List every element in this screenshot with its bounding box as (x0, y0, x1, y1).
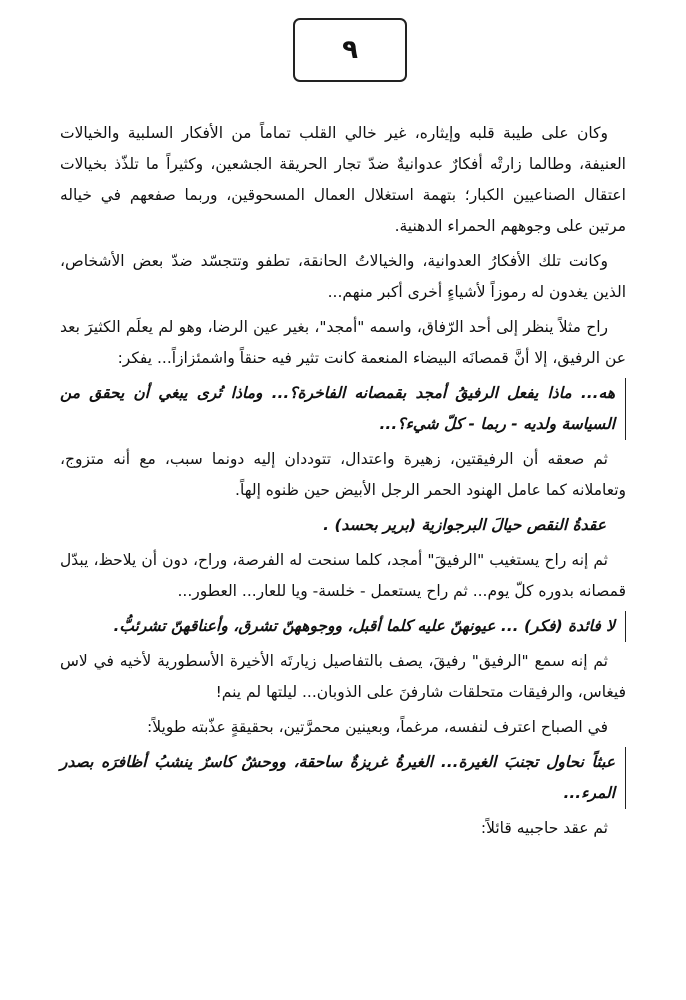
paragraph: ثم إنه راح يستغيب "الرفيقَ" أمجد، كلما سنحت له الفرصة، وراح، دون أن يلاحظ، يبدّل قمصانه بدوره كلّ يوم... ثم راح يستعمل - خلسة- ويا للعار... العطور... (60, 551, 626, 600)
paragraph: وكانت تلك الأفكارُ العدوانية، والخيالاتُ الحانقة، تطفو وتتجسّد ضدّ بعض الأشخاص، الذين يغدون له رموزاً لأشياءٍ أخرى أكبر منهم... (60, 252, 626, 301)
inner-thought-quote: لا فائدة (فكر) ... عيونهنّ عليه كلما أقبل، ووجوههنّ تشرق، وأعناقهنّ تشرئبُّ. (60, 611, 626, 642)
paragraph: راح مثلاً ينظر إلى أحد الرّفاق، واسمه "أمجد"، بغير عين الرضا، وهو لم يعلَم الكثيرَ بعد عن الرفيق، إلا أنَّ قمصانَه البيضاء المنعمة كانت تثير فيه حنقاً واشمئزازاً... يفكر: (60, 318, 626, 367)
paragraph: وكان على طيبة قلبه وإيثاره، غير خالي القلب تماماً من الأفكار السلبية والخيالات العنيفة، وطالما زارتْه أفكارٌ عدوانيةٌ ضدّ تجار الحريقة الجشعين، وكثيراً ما تلذّذ بخيالات اعتقال الصناعيين الكبار؛ بتهمة استغلال العمال المسحوقين، وربما صفعهم في خياله مرتين على وجوههم الحمراء الدهنية. (60, 124, 626, 235)
paragraph: ثم إنه سمع "الرفيق" رفيقَ، يصف بالتفاصيل زيارتَه الأخيرة الأسطورية لأخيه في لاس فيغاس، والرفيقات متحلقات شارفنَ على الذوبان... ليلتها لم ينم! (60, 652, 626, 701)
inner-thought-quote: عقدةُ النقص حيالَ البرجوازية (برير بحسد) . (323, 516, 606, 534)
inner-thought-quote: عبثاً نحاول تجنبَ الغيرة... الغيرةُ غريزةٌ ساحقة، ووحشٌ كاسرٌ ينشبُ أظافرَه بصدر المرء... (60, 747, 626, 809)
page-body (60, 118, 626, 848)
paragraph: ثم صعقه أن الرفيقتين، زهيرة واعتدال، تتوددان إليه دونما سبب، مع أنه متزوج، وتعاملانه كما عامل الهنود الحمر الرجل الأبيض حين ظنوه إلهاً. (60, 450, 626, 499)
paragraph: ثم عقد حاجبيه قائلاً: (480, 819, 608, 837)
page-number: ٩ (293, 18, 407, 82)
paragraph: في الصباح اعترف لنفسه، مرغماً، وبعينين محمرَّتين، بحقيقةٍ عذّبته طويلاً: (147, 718, 608, 736)
inner-thought-quote: هه... ماذا يفعل الرفيقُ أمجد بقمصانه الفاخرة؟... وماذا تُرى يبغي أن يحقق من السياسة ولديه - ربما - كلّ شيء؟... (60, 378, 626, 440)
